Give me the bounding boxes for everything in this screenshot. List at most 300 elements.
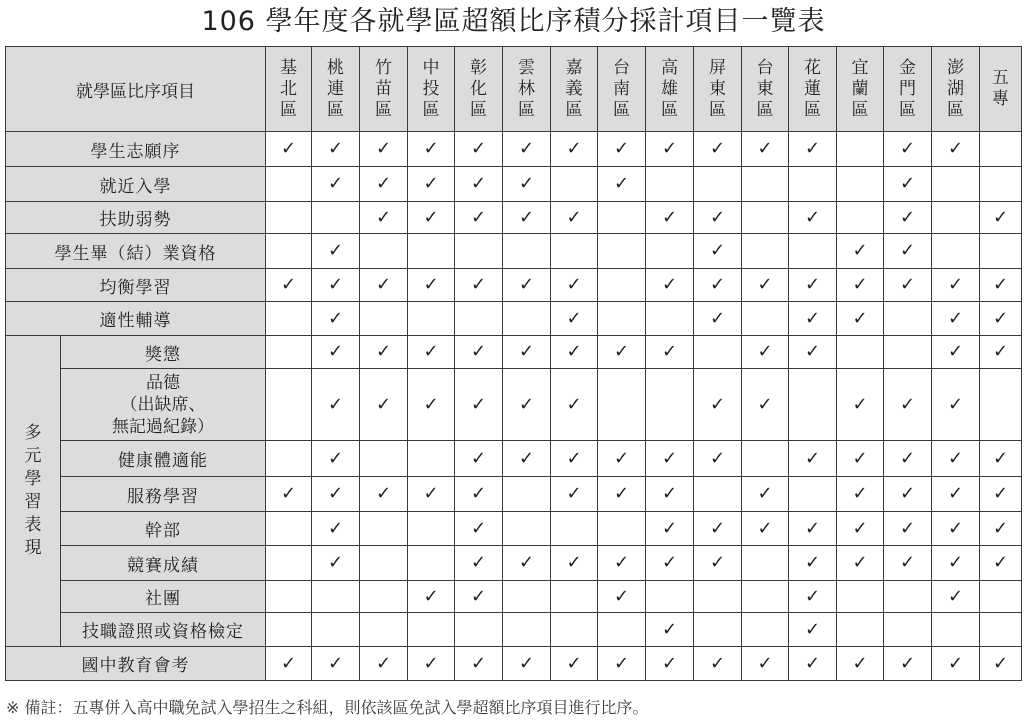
- check-icon: ✓: [992, 307, 1009, 329]
- check-cell: [266, 167, 312, 202]
- row-label-text: 就近入學: [99, 176, 172, 197]
- check-cell: [266, 369, 312, 441]
- check-cell: [789, 512, 837, 546]
- check-icon: ✓: [613, 138, 630, 159]
- check-icon: ✓: [375, 274, 392, 295]
- area-header-char: 區: [756, 99, 774, 120]
- check-cell: [884, 441, 932, 477]
- check-cell: [742, 647, 789, 681]
- area-header-char: 竹: [375, 57, 392, 78]
- check-cell: [980, 336, 1022, 369]
- check-cell: [598, 167, 646, 202]
- check-icon: ✓: [992, 274, 1009, 295]
- check-cell: [312, 234, 360, 269]
- area-header-char: 投: [422, 78, 440, 99]
- check-cell: [408, 581, 455, 613]
- area-header-char: 湖: [947, 78, 964, 99]
- check-icon: ✓: [613, 341, 630, 362]
- check-cell: [408, 477, 455, 512]
- check-icon: ✓: [375, 393, 392, 415]
- check-cell: [312, 336, 360, 369]
- check-cell: [646, 234, 694, 269]
- check-cell: [932, 512, 980, 546]
- area-header-char: 區: [327, 99, 344, 120]
- table-row: [6, 647, 1022, 681]
- check-cell: [312, 441, 360, 477]
- area-header-char: 區: [375, 99, 392, 120]
- check-icon: ✓: [947, 483, 964, 504]
- area-header-char: 區: [709, 99, 726, 120]
- check-cell: [646, 477, 694, 512]
- check-cell: [789, 167, 837, 202]
- check-cell: [360, 202, 408, 234]
- check-cell: [408, 234, 455, 269]
- check-cell: [884, 302, 932, 336]
- table-row: [6, 477, 1022, 512]
- check-icon: ✓: [661, 483, 678, 504]
- check-cell: [742, 132, 789, 167]
- table-row: [6, 269, 1022, 302]
- check-cell: [312, 613, 360, 647]
- area-header-char: 區: [947, 99, 964, 120]
- check-icon: ✓: [661, 552, 678, 573]
- check-cell: [598, 647, 646, 681]
- check-icon: ✓: [899, 652, 916, 674]
- check-icon: ✓: [852, 393, 868, 415]
- check-cell: [455, 132, 503, 167]
- table-row: [6, 369, 1022, 441]
- check-icon: ✓: [518, 138, 535, 159]
- check-icon: ✓: [709, 138, 726, 159]
- area-header-char: 區: [899, 99, 916, 120]
- check-cell: [694, 269, 742, 302]
- check-cell: [980, 234, 1022, 269]
- check-icon: ✓: [470, 206, 487, 228]
- check-icon: ✓: [709, 393, 726, 415]
- check-cell: [646, 302, 694, 336]
- check-icon: ✓: [375, 652, 392, 674]
- area-header-char: 區: [613, 99, 630, 120]
- check-cell: [837, 647, 884, 681]
- check-icon: ✓: [899, 274, 916, 295]
- check-cell: [360, 441, 408, 477]
- check-icon: ✓: [709, 552, 726, 573]
- check-icon: ✓: [804, 447, 821, 469]
- check-icon: ✓: [327, 341, 344, 362]
- check-cell: [551, 369, 598, 441]
- check-icon: ✓: [899, 517, 916, 539]
- check-cell: [932, 647, 980, 681]
- check-cell: [789, 441, 837, 477]
- check-cell: [455, 234, 503, 269]
- table-row: [6, 581, 1022, 613]
- check-icon: ✓: [470, 483, 487, 504]
- check-cell: [455, 369, 503, 441]
- check-cell: [360, 369, 408, 441]
- check-cell: [932, 132, 980, 167]
- check-cell: [598, 613, 646, 647]
- check-cell: [694, 581, 742, 613]
- group-label-char: 元: [24, 446, 42, 466]
- check-cell: [408, 302, 455, 336]
- check-cell: [742, 302, 789, 336]
- row-label: [61, 613, 266, 647]
- check-icon: ✓: [613, 552, 630, 573]
- check-cell: [884, 581, 932, 613]
- check-cell: [598, 477, 646, 512]
- check-cell: [266, 336, 312, 369]
- corner-header: [6, 47, 266, 132]
- area-header-char: 雄: [661, 78, 678, 99]
- check-cell: [694, 647, 742, 681]
- check-cell: [932, 613, 980, 647]
- check-cell: [837, 269, 884, 302]
- check-cell: [646, 132, 694, 167]
- check-icon: ✓: [566, 138, 582, 159]
- check-cell: [598, 546, 646, 581]
- check-cell: [980, 269, 1022, 302]
- check-cell: [932, 477, 980, 512]
- check-cell: [742, 269, 789, 302]
- area-header-char: 桃: [327, 57, 344, 78]
- check-cell: [551, 581, 598, 613]
- check-icon: ✓: [566, 341, 582, 362]
- area-header-char: 宜: [851, 57, 869, 78]
- area-header-char: 基: [280, 57, 297, 78]
- check-icon: ✓: [992, 447, 1009, 469]
- check-icon: ✓: [947, 274, 964, 295]
- check-cell: [551, 477, 598, 512]
- row-label: [61, 546, 266, 581]
- row-label-line: 品德: [146, 372, 180, 393]
- area-header-char: 屏: [709, 57, 726, 78]
- check-icon: ✓: [757, 517, 773, 539]
- check-cell: [360, 512, 408, 546]
- check-icon: ✓: [470, 138, 487, 159]
- area-header-char: 區: [851, 99, 869, 120]
- row-label: [6, 202, 266, 234]
- row-label: [6, 167, 266, 202]
- area-header-char: 北: [280, 78, 297, 99]
- check-cell: [551, 132, 598, 167]
- check-cell: [742, 441, 789, 477]
- check-icon: ✓: [804, 652, 821, 674]
- check-cell: [408, 269, 455, 302]
- check-cell: [742, 546, 789, 581]
- check-cell: [932, 167, 980, 202]
- area-header: [884, 47, 932, 132]
- check-icon: ✓: [470, 552, 487, 573]
- area-header: [837, 47, 884, 132]
- check-cell: [837, 336, 884, 369]
- area-header-char: 南: [613, 78, 630, 99]
- check-icon: ✓: [518, 173, 535, 194]
- check-cell: [694, 202, 742, 234]
- row-label: [6, 132, 266, 167]
- check-cell: [551, 441, 598, 477]
- check-cell: [789, 369, 837, 441]
- check-cell: [789, 234, 837, 269]
- area-header: [789, 47, 837, 132]
- check-icon: ✓: [280, 483, 297, 504]
- check-icon: ✓: [947, 552, 964, 573]
- check-cell: [598, 234, 646, 269]
- area-header: [551, 47, 598, 132]
- check-cell: [312, 581, 360, 613]
- check-cell: [360, 336, 408, 369]
- area-header: [408, 47, 455, 132]
- check-cell: [503, 202, 551, 234]
- check-cell: [742, 336, 789, 369]
- check-cell: [789, 647, 837, 681]
- check-icon: ✓: [709, 240, 726, 261]
- check-cell: [837, 302, 884, 336]
- check-icon: ✓: [992, 483, 1009, 504]
- check-cell: [789, 546, 837, 581]
- check-icon: ✓: [852, 307, 868, 329]
- row-label-text: 服務學習: [127, 486, 199, 507]
- check-icon: ✓: [423, 138, 439, 159]
- check-cell: [789, 202, 837, 234]
- check-icon: ✓: [804, 585, 821, 607]
- check-icon: ✓: [947, 393, 964, 415]
- check-cell: [503, 269, 551, 302]
- check-cell: [266, 512, 312, 546]
- area-header-char: 東: [709, 78, 726, 99]
- check-cell: [360, 269, 408, 302]
- check-icon: ✓: [661, 138, 678, 159]
- check-cell: [646, 613, 694, 647]
- check-icon: ✓: [899, 552, 916, 573]
- check-cell: [551, 336, 598, 369]
- check-icon: ✓: [470, 393, 487, 415]
- check-icon: ✓: [566, 274, 582, 295]
- check-icon: ✓: [327, 274, 344, 295]
- check-cell: [598, 269, 646, 302]
- check-cell: [932, 546, 980, 581]
- check-cell: [455, 512, 503, 546]
- check-cell: [837, 202, 884, 234]
- check-icon: ✓: [470, 517, 487, 539]
- check-cell: [408, 167, 455, 202]
- check-icon: ✓: [327, 138, 344, 159]
- check-icon: ✓: [518, 393, 535, 415]
- check-cell: [551, 302, 598, 336]
- check-icon: ✓: [423, 483, 439, 504]
- check-cell: [884, 269, 932, 302]
- check-icon: ✓: [899, 447, 916, 469]
- check-icon: ✓: [709, 517, 726, 539]
- area-header-char: 蘭: [851, 78, 869, 99]
- check-icon: ✓: [375, 138, 392, 159]
- area-header-char: 嘉: [565, 57, 583, 78]
- check-icon: ✓: [423, 393, 439, 415]
- row-label-text: 技職證照或資格檢定: [82, 622, 244, 642]
- check-cell: [789, 613, 837, 647]
- check-icon: ✓: [899, 240, 916, 261]
- check-cell: [742, 512, 789, 546]
- check-icon: ✓: [518, 552, 535, 573]
- check-icon: ✓: [757, 483, 773, 504]
- check-cell: [694, 234, 742, 269]
- check-icon: ✓: [899, 393, 916, 415]
- area-header-char: 澎: [947, 57, 964, 78]
- check-cell: [551, 167, 598, 202]
- check-icon: ✓: [947, 341, 964, 362]
- check-cell: [646, 546, 694, 581]
- check-icon: ✓: [375, 483, 392, 504]
- group-label-char: 現: [24, 538, 42, 558]
- check-icon: ✓: [327, 393, 344, 415]
- check-cell: [503, 167, 551, 202]
- check-cell: [455, 336, 503, 369]
- area-header: [932, 47, 980, 132]
- check-cell: [980, 167, 1022, 202]
- area-header: [598, 47, 646, 132]
- area-header-char: 區: [804, 99, 821, 120]
- check-cell: [598, 581, 646, 613]
- check-cell: [312, 369, 360, 441]
- check-icon: ✓: [992, 517, 1009, 539]
- area-header: [694, 47, 742, 132]
- check-cell: [312, 512, 360, 546]
- check-icon: ✓: [804, 138, 821, 159]
- check-cell: [408, 546, 455, 581]
- check-icon: ✓: [470, 274, 487, 295]
- check-cell: [455, 302, 503, 336]
- check-icon: ✓: [470, 585, 487, 607]
- check-cell: [503, 613, 551, 647]
- check-icon: ✓: [423, 274, 439, 295]
- row-label: [61, 369, 266, 441]
- check-cell: [266, 234, 312, 269]
- check-icon: ✓: [613, 173, 630, 194]
- check-cell: [503, 647, 551, 681]
- area-header: [503, 47, 551, 132]
- check-cell: [646, 167, 694, 202]
- check-cell: [551, 647, 598, 681]
- check-cell: [932, 336, 980, 369]
- check-cell: [503, 132, 551, 167]
- check-icon: ✓: [804, 274, 821, 295]
- check-cell: [266, 581, 312, 613]
- check-icon: ✓: [852, 517, 868, 539]
- area-header-char: 東: [756, 78, 774, 99]
- area-header-char: 區: [280, 99, 297, 120]
- check-cell: [694, 441, 742, 477]
- area-header-char: 連: [327, 78, 344, 99]
- check-icon: ✓: [470, 447, 487, 469]
- check-cell: [884, 647, 932, 681]
- group-label-char: 多: [24, 423, 42, 443]
- check-icon: ✓: [661, 447, 678, 469]
- group-label-char: 習: [24, 492, 42, 512]
- check-cell: [694, 336, 742, 369]
- check-cell: [980, 441, 1022, 477]
- check-cell: [408, 336, 455, 369]
- check-cell: [551, 512, 598, 546]
- area-header-char: 蓮: [804, 78, 821, 99]
- check-cell: [932, 581, 980, 613]
- area-header-char: 高: [661, 57, 678, 78]
- row-label-text: 社團: [145, 589, 181, 609]
- check-cell: [646, 336, 694, 369]
- check-icon: ✓: [280, 652, 297, 674]
- check-icon: ✓: [899, 483, 916, 504]
- check-icon: ✓: [518, 447, 535, 469]
- check-icon: ✓: [709, 274, 726, 295]
- check-cell: [694, 546, 742, 581]
- check-cell: [551, 613, 598, 647]
- check-cell: [837, 132, 884, 167]
- check-cell: [980, 302, 1022, 336]
- area-header-char: 雲: [518, 57, 535, 78]
- check-cell: [503, 441, 551, 477]
- check-cell: [455, 613, 503, 647]
- check-icon: ✓: [327, 447, 344, 469]
- check-cell: [884, 336, 932, 369]
- area-header: [266, 47, 312, 132]
- check-cell: [266, 302, 312, 336]
- check-cell: [932, 302, 980, 336]
- check-icon: ✓: [327, 307, 344, 329]
- area-header-char: 區: [470, 99, 487, 120]
- check-cell: [932, 202, 980, 234]
- check-icon: ✓: [566, 447, 582, 469]
- footnote: ※ 備註：五專併入高中職免試入學招生之科組，則依該區免試入學超額比序項目進行比序。: [6, 698, 649, 717]
- check-cell: [837, 369, 884, 441]
- check-icon: ✓: [327, 240, 344, 261]
- check-icon: ✓: [852, 274, 868, 295]
- area-header: [360, 47, 408, 132]
- check-icon: ✓: [327, 173, 344, 194]
- check-icon: ✓: [804, 341, 821, 362]
- check-cell: [694, 369, 742, 441]
- check-icon: ✓: [280, 138, 297, 159]
- check-cell: [503, 477, 551, 512]
- check-cell: [932, 441, 980, 477]
- check-cell: [694, 613, 742, 647]
- table-row: [6, 202, 1022, 234]
- area-header-char: 金: [899, 57, 916, 78]
- check-cell: [408, 441, 455, 477]
- check-icon: ✓: [423, 173, 439, 194]
- check-icon: ✓: [661, 341, 678, 362]
- check-icon: ✓: [992, 341, 1009, 362]
- check-cell: [408, 132, 455, 167]
- check-icon: ✓: [757, 274, 773, 295]
- area-header-char: 門: [899, 78, 916, 99]
- check-cell: [742, 234, 789, 269]
- check-cell: [312, 269, 360, 302]
- row-label-line: 無記過紀錄）: [112, 416, 214, 437]
- check-cell: [312, 132, 360, 167]
- check-cell: [742, 202, 789, 234]
- check-icon: ✓: [947, 585, 964, 607]
- check-icon: ✓: [566, 206, 582, 228]
- page-title: 106 學年度各就學區超額比序積分採計項目一覽表: [201, 6, 826, 37]
- row-label: [6, 269, 266, 302]
- check-cell: [837, 167, 884, 202]
- check-cell: [646, 441, 694, 477]
- multi-learning-group-label: [6, 336, 61, 647]
- check-cell: [598, 441, 646, 477]
- row-label-text: 競賽成績: [127, 555, 199, 576]
- check-icon: ✓: [327, 652, 344, 674]
- check-cell: [551, 234, 598, 269]
- check-icon: ✓: [804, 552, 821, 573]
- area-header-char: 化: [470, 78, 487, 99]
